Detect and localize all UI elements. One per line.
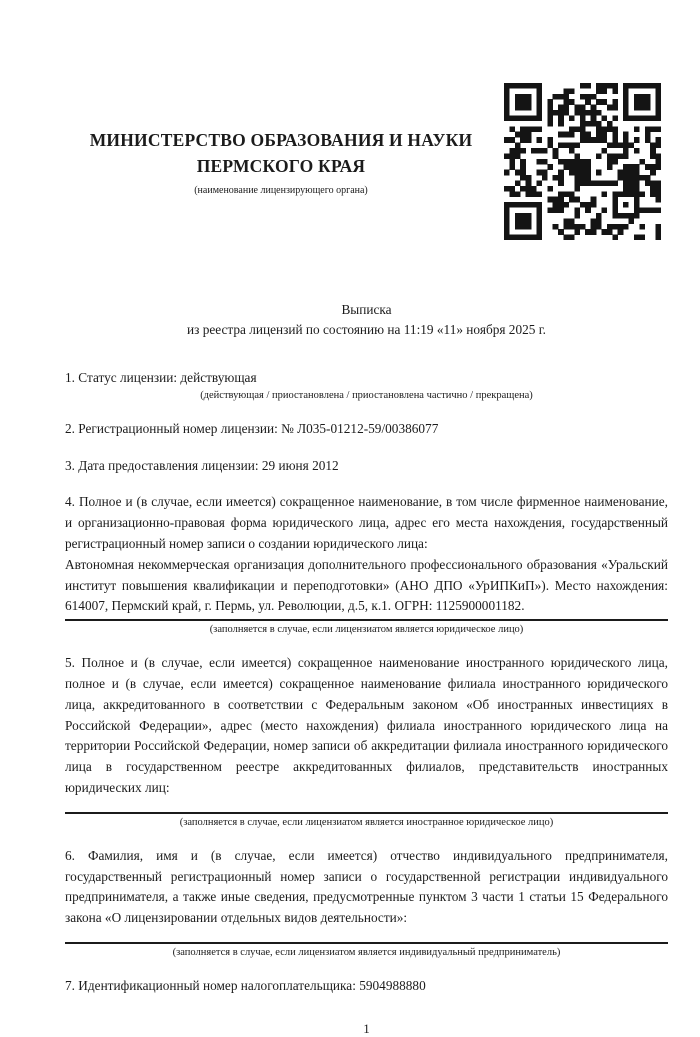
item-5-foreign-entity — [65, 653, 668, 830]
fill-in-rule — [65, 619, 668, 621]
item-4-text: 4. Полное и (в случае, если имеется) сокращенное наименование, в том числе фирменное наименование, и организационно-правовая форма юридического лица, адрес его места нахождения, государственный регистрационный номер записи о создании юридического лица: — [65, 494, 668, 551]
item-7-taxpayer-id — [65, 976, 668, 997]
document-title — [65, 300, 668, 340]
item-2-text: 2. Регистрационный номер лицензии: № Л035-01212-59/00386077 — [65, 420, 439, 436]
item-6-individual-entrepreneur — [65, 846, 668, 960]
licensing-authority-caption: (наименование лицензирующего органа) — [194, 185, 368, 196]
page-number: 1 — [363, 1020, 370, 1036]
item-1-options-caption: (действующая / приостановлена / приостановлена частично / прекращена) — [200, 389, 533, 401]
item-4-value: Автономная некоммерческая организация дополнительного профессионального образования «Уральский институт повышения квалификации и переподготовки» (АНО ДПО «УрИПКиП»). Место нахождения: 614007, Пермский край, г. Пермь, ул. Революции, д.5, к.1. ОГРН: 1125900001182. — [65, 556, 668, 614]
ministry-name-line2: ПЕРМСКОГО КРАЯ — [196, 156, 366, 176]
item-3-text: 3. Дата предоставления лицензии: 29 июня 2012 — [65, 457, 339, 473]
fill-in-rule — [65, 812, 668, 814]
item-4-rule-caption: (заполняется в случае, если лицензиатом является юридическое лицо) — [209, 624, 524, 636]
item-1-license-status — [65, 368, 668, 403]
item-7-text: 7. Идентификационный номер налогоплательщика: 5904988880 — [65, 977, 426, 993]
item-3-grant-date — [65, 456, 668, 477]
item-6-text: 6. Фамилия, имя и (в случае, если имеется) отчество индивидуального предпринимателя, государственный регистрационный номер записи о государственной регистрации индивидуального предпринимателя, а также иные сведения, предусмотренные пунктом 3 части 1 статьи 15 Федерального закона «О лицензировании отдельных видов деятельности»: — [65, 847, 668, 926]
item-4-legal-entity — [65, 492, 668, 637]
document-title-line2: из реестра лицензий по состоянию на 11:19 «11» ноября 2025 г. — [187, 322, 546, 337]
document-header — [65, 0, 668, 256]
ministry-title-block — [65, 127, 497, 197]
document-title-line1: Выписка — [341, 302, 392, 317]
ministry-name-line1: МИНИСТЕРСТВО ОБРАЗОВАНИЯ И НАУКИ — [89, 130, 473, 150]
item-1-text: 1. Статус лицензии: действующая — [65, 370, 257, 385]
qr-code-icon — [504, 83, 661, 240]
item-5-rule-caption: (заполняется в случае, если лицензиатом является иностранное юридическое лицо) — [179, 816, 554, 828]
item-6-rule-caption: (заполняется в случае, если лицензиатом является индивидуальный предприниматель) — [172, 946, 561, 958]
fill-in-rule — [65, 942, 668, 944]
item-2-registration-number — [65, 419, 668, 440]
item-5-text: 5. Полное и (в случае, если имеется) сокращенное наименование иностранного юридического лица, полное и (в случае, если имеется) сокращенное наименование филиала иностранного юридического лица, аккредитованного в соответствии с Федеральным законом «Об иностранных инвестициях в Российской Федерации», адрес (место нахождения) филиала иностранного юридического лица на территории Российской Федерации, номер записи об аккредитации филиала иностранного юридического лица в государственном реестре аккредитованных филиалов, представительств иностранных юридических лиц: — [65, 655, 668, 795]
